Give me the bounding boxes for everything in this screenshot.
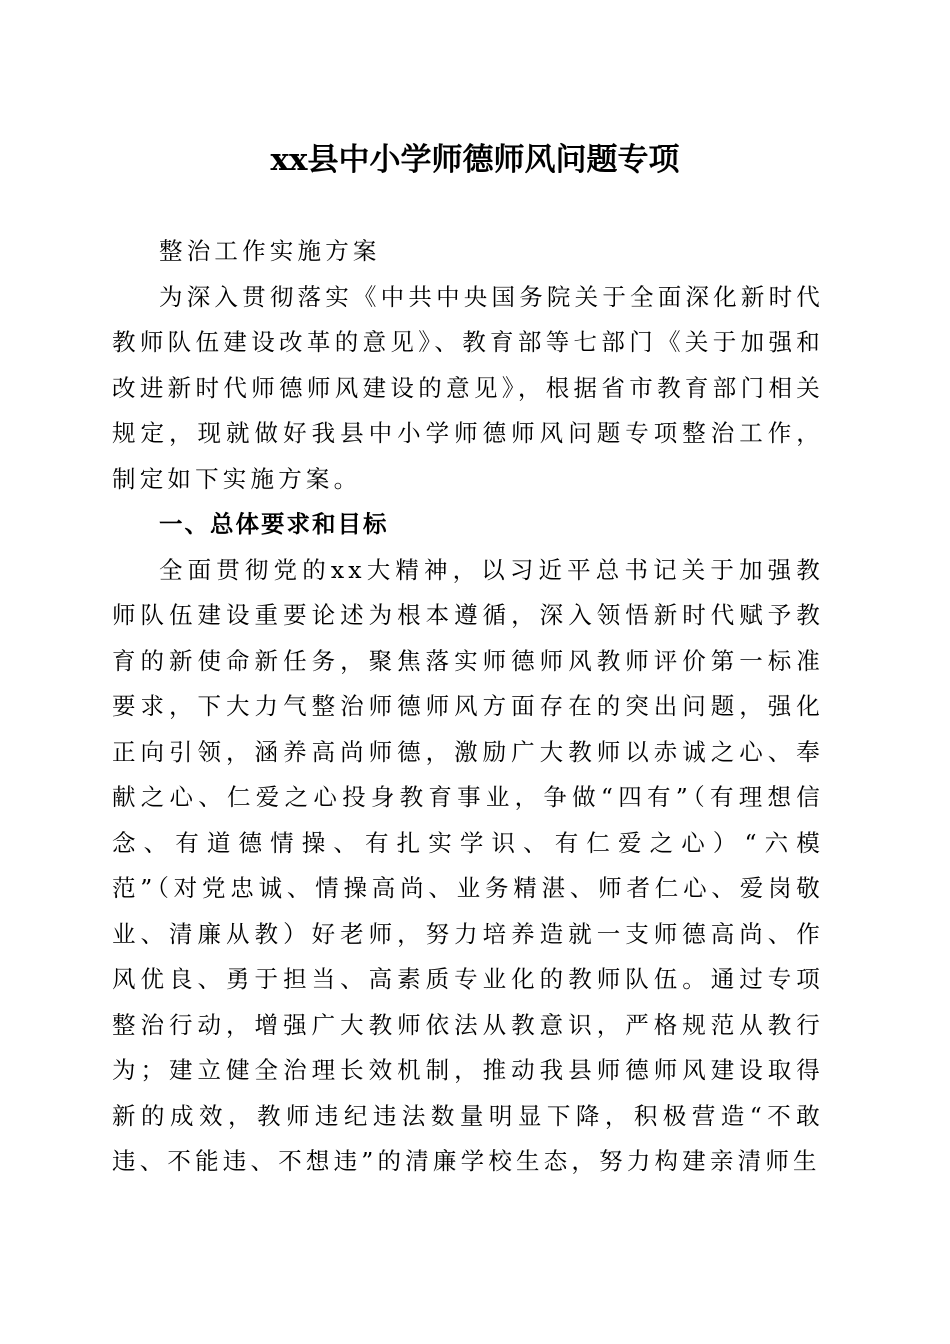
document-title: xx县中小学师德师风问题专项 — [270, 142, 680, 178]
section-paragraph: 全面贯彻党的xx大精神，以习近平总书记关于加强教师队伍建设重要论述为根本遵循，深入领悟新时代赋予教育的新使命新任务，聚焦落实师德师风教师评价第一标准要求，下大力气整治师德师风方面存在的突出问题，强化正向引领，涵养高尚师德，激励广大教师以赤诚之心、奉献之心、仁爱之心投身教育事业，争做“四有”（有理想信念、有道德情操、有扎实学识、有仁爱之心）“六模范”（对党忠诚、情操高尚、业务精湛、师者仁心、爱岗敬业、清廉从教）好老师，努力培养造就一支师德高尚、作风优良、勇于担当、高素质专业化的教师队伍。通过专项整治行动，增强广大教师依法从教意识，严格规范从教行为；建立健全治理长效机制，推动我县师德师风建设取得新的成效，教师违纪违法数量明显下降，积极营造“不敢违、不能违、不想违”的清廉学校生态，努力构建亲清师生 — [112, 555, 824, 1175]
document-body — [112, 229, 824, 1185]
section-heading: 一、总体要求和目标 — [159, 510, 389, 538]
document-subtitle: 整治工作实施方案 — [159, 237, 381, 265]
intro-paragraph: 为深入贯彻落实《中共中央国务院关于全面深化新时代教师队伍建设改革的意见》、教育部等七部门《关于加强和改进新时代师德师风建设的意见》，根据省市教育部门相关规定，现就做好我县中小学师德师风问题专项整治工作，制定如下实施方案。 — [112, 282, 824, 493]
